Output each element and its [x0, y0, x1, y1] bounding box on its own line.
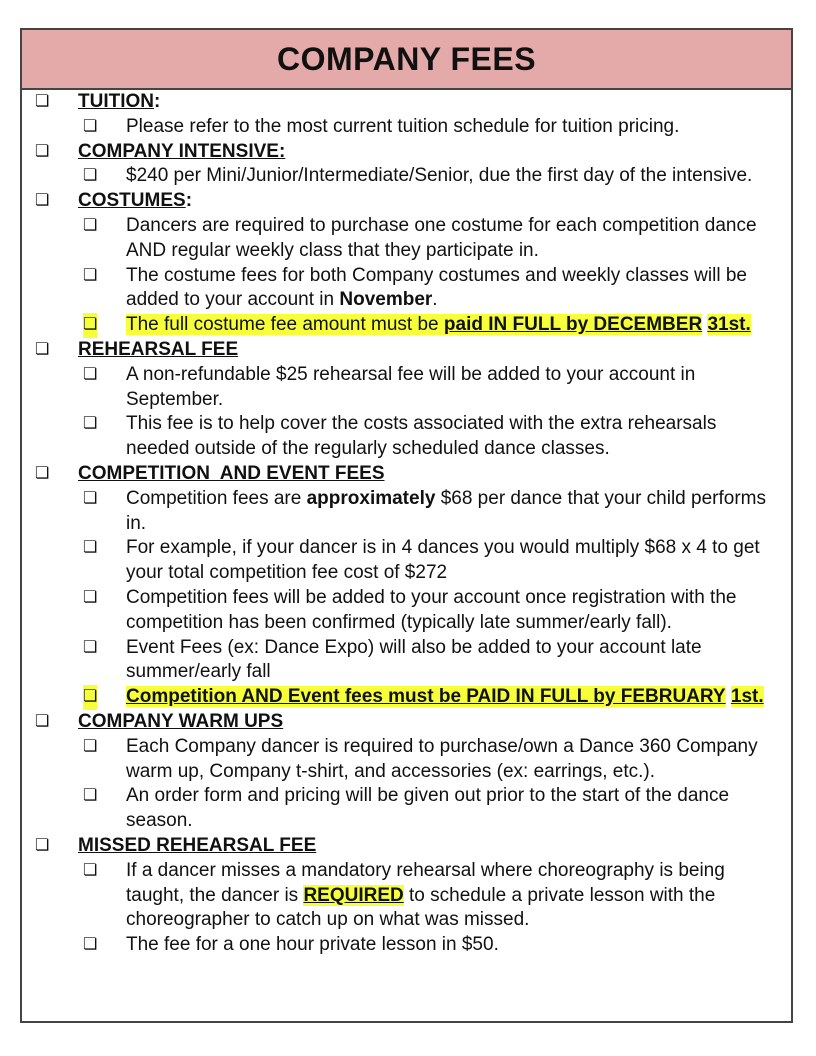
checkbox-icon: ❏	[83, 685, 97, 710]
checkbox-icon: ❏	[83, 861, 98, 879]
section-heading: ❏ COSTUMES:	[22, 189, 791, 214]
page-title: COMPANY FEES	[276, 40, 537, 77]
list-item: ❏ Competition fees are approximately $68 per dance that your child performs in.	[83, 487, 766, 534]
section-heading: ❏ TUITION:	[22, 90, 791, 115]
title-banner	[22, 30, 791, 90]
list-item: ❏ Event Fees (ex: Dance Expo) will also be added to your account late summer/early fall	[83, 636, 702, 683]
checkbox-icon: ❏	[35, 93, 50, 110]
section-heading	[22, 834, 791, 859]
section-missed-rehearsal-fee	[22, 834, 791, 958]
checkbox-icon: ❏	[35, 142, 50, 160]
checkbox-icon: ❏	[83, 638, 98, 656]
heading-text: COMPETITION AND EVENT FEES	[78, 462, 385, 484]
checkbox-icon: ❏	[35, 464, 50, 482]
highlighted-item: ❏ The full costume fee amount must be paid IN FULL by DECEMBER 31st.	[22, 313, 791, 338]
section-tuition	[22, 90, 791, 140]
section-company-intensive	[22, 140, 791, 190]
list-item: ❏ A non-refundable $25 rehearsal fee will be added to your account in September.	[83, 363, 696, 410]
section-heading	[22, 338, 791, 363]
checkbox-icon: ❏	[83, 539, 98, 557]
checkbox-icon: ❏	[35, 340, 50, 358]
list-item: ❏ Dancers are required to purchase one costume for each competition dance AND regular weekly class that they participate in.	[83, 214, 757, 261]
list-item: ❏ If a dancer misses a mandatory rehearsal where choreography is being taught, the dancer is REQUIRED to schedule a private lesson with the choreographer to catch up on what was missed.	[83, 859, 725, 931]
list-item: ❏ An order form and pricing will be given out prior to the start of the dance season.	[83, 785, 730, 832]
heading-text: COMPANY INTENSIVE:	[78, 140, 286, 162]
fees-list	[22, 90, 791, 1021]
document-frame	[20, 28, 793, 1023]
checkbox-icon: ❏	[35, 836, 50, 854]
list-item: ❏ Each Company dancer is required to purchase/own a Dance 360 Company warm up, Company t-shirt, and accessories (ex: earrings, etc.).	[83, 735, 758, 782]
section-heading	[22, 710, 791, 735]
checkbox-icon: ❏	[83, 266, 98, 284]
checkbox-icon: ❏	[83, 415, 98, 433]
highlighted-item: ❏ Competition AND Event fees must be PAID IN FULL by FEBRUARY 1st.	[22, 685, 791, 710]
checkbox-icon: ❏	[35, 712, 50, 730]
list-item: ❏ Please refer to the most current tuition schedule for tuition pricing.	[22, 115, 791, 140]
heading-text: COSTUMES	[78, 190, 186, 212]
checkbox-icon: ❏	[83, 489, 98, 507]
list-item: ❏ This fee is to help cover the costs associated with the extra rehearsals needed outside of the regularly scheduled dance classes.	[83, 413, 717, 460]
section-heading	[22, 462, 791, 487]
list-item: ❏ $240 per Mini/Junior/Intermediate/Senior, due the first day of the intensive.	[22, 164, 791, 189]
section-rehearsal-fee	[22, 338, 791, 462]
section-costumes	[22, 189, 791, 338]
checkbox-icon: ❏	[83, 167, 98, 185]
checkbox-icon: ❏	[83, 313, 97, 338]
section-competition-fees	[22, 462, 791, 710]
heading-text: COMPANY WARM UPS	[78, 710, 284, 732]
list-item: ❏ The fee for a one hour private lesson in $50.	[22, 933, 791, 958]
checkbox-icon: ❏	[83, 936, 98, 954]
checkbox-icon: ❏	[83, 365, 98, 383]
checkbox-icon: ❏	[35, 192, 50, 210]
heading-text: TUITION	[78, 91, 154, 112]
section-company-warm-ups	[22, 710, 791, 834]
list-item: ❏ Competition fees will be added to your account once registration with the competition has been confirmed (typically late summer/early fall).	[83, 586, 737, 633]
checkbox-icon: ❏	[83, 117, 98, 135]
checkbox-icon: ❏	[83, 787, 98, 805]
checkbox-icon: ❏	[83, 737, 98, 755]
heading-text: REHEARSAL FEE	[78, 338, 239, 360]
checkbox-icon: ❏	[83, 216, 98, 234]
heading-text: MISSED REHEARSAL FEE	[78, 834, 317, 856]
list-item: ❏ The costume fees for both Company costumes and weekly classes will be added to your account in November.	[83, 264, 747, 311]
section-heading	[22, 140, 791, 165]
checkbox-icon: ❏	[83, 588, 98, 606]
list-item: ❏ For example, if your dancer is in 4 dances you would multiply $68 x 4 to get your total competition fee cost of $272	[83, 537, 760, 584]
